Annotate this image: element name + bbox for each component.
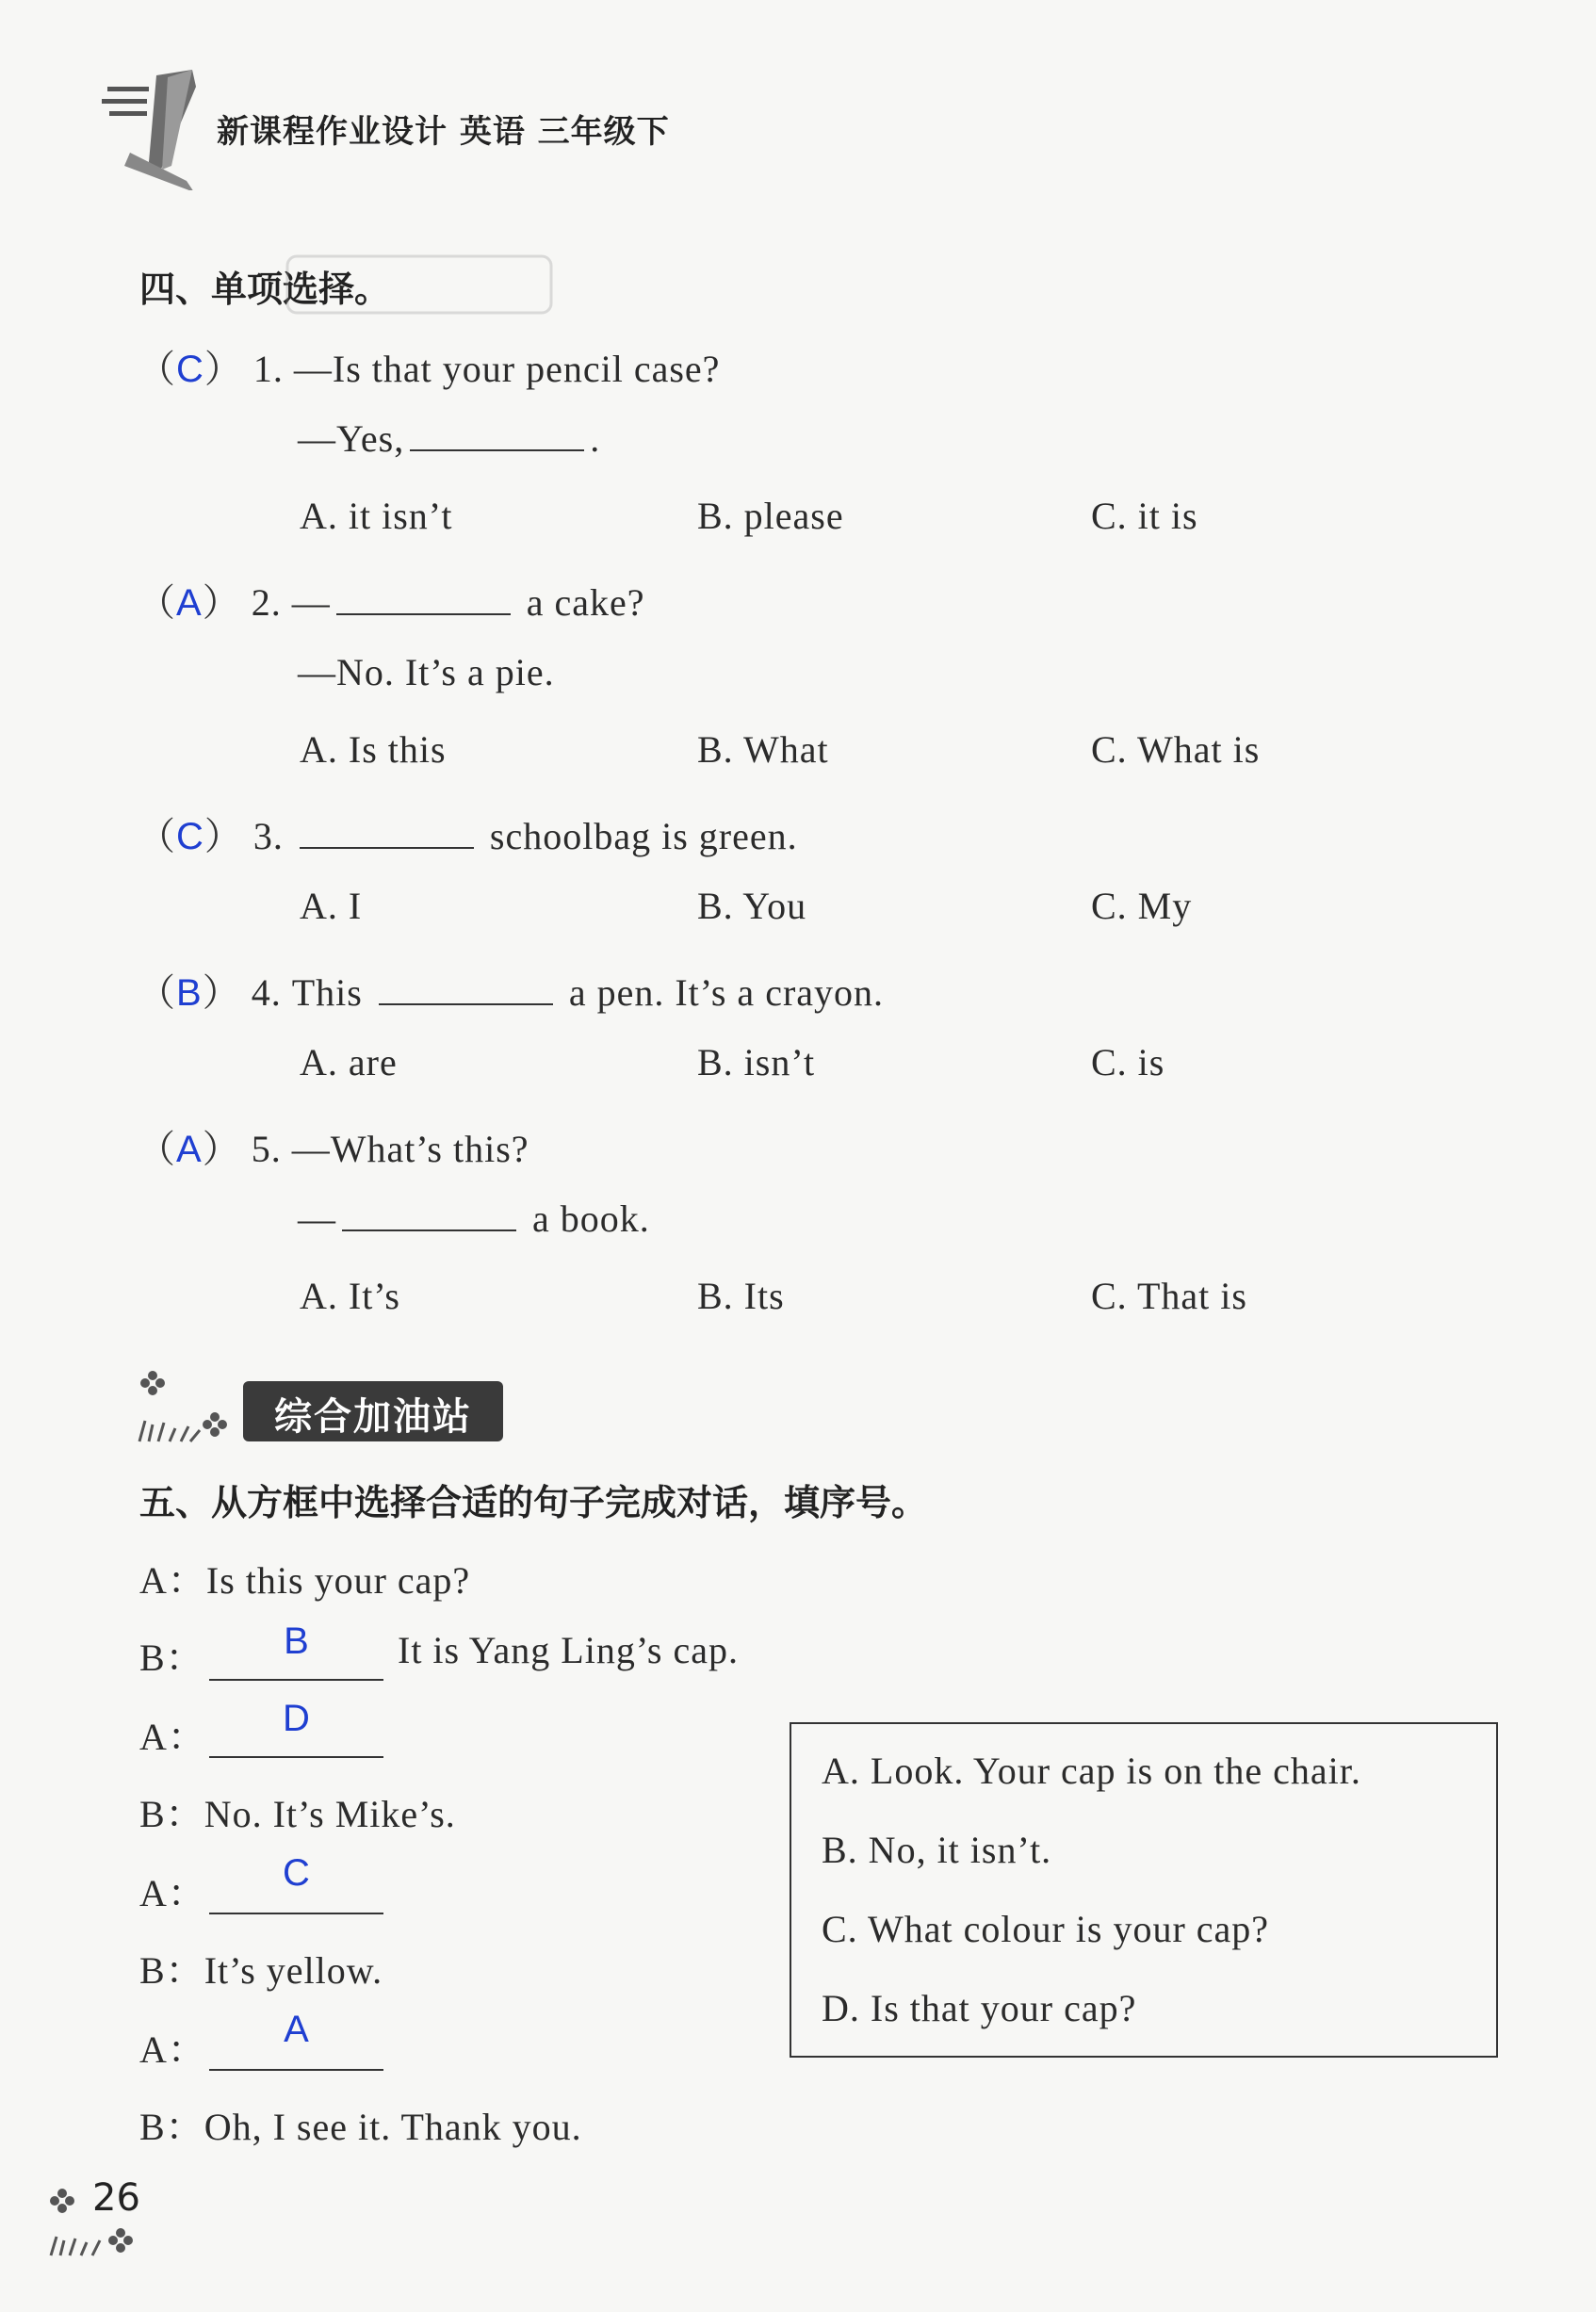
- flower-grass-icon: [132, 1362, 236, 1447]
- q4-option-b: B. isn’t: [697, 1041, 816, 1083]
- q1-option-b: B. please: [697, 495, 844, 537]
- answer-5: A: [176, 1129, 203, 1170]
- answer-blank[interactable]: [379, 971, 553, 1005]
- q2-option-a: A. Is this: [300, 728, 447, 771]
- q2-option-c: C. What is: [1091, 728, 1261, 771]
- box-option-c: C. What colour is your cap?: [822, 1908, 1270, 1950]
- dialogue-line-2-text: It is Yang Ling’s cap.: [398, 1629, 739, 1671]
- dialogue-answer-1: B: [284, 1620, 309, 1662]
- page-number: 26: [92, 2176, 140, 2220]
- q5-option-a: A. It’s: [300, 1275, 400, 1317]
- question-2-reply: —No. It’s a pie.: [298, 651, 555, 693]
- question-1: （C） 1. —Is that your pencil case?: [138, 348, 721, 390]
- section-badge-label: 综合加油站: [274, 1395, 472, 1439]
- box-option-d: D. Is that your cap?: [822, 1987, 1137, 2029]
- q3-option-a: A. I: [300, 885, 363, 927]
- q5-option-b: B. Its: [697, 1275, 785, 1317]
- watermark: [283, 247, 556, 335]
- question-2: （A） 2. — a cake?: [138, 581, 645, 624]
- header-title: 新课程作业设计 英语 三年级下: [217, 113, 670, 151]
- answer-blank[interactable]: [300, 815, 474, 849]
- section-badge: [243, 1381, 503, 1441]
- q2-option-b: B. What: [697, 728, 829, 771]
- question-3: （C） 3. schoolbag is green.: [138, 815, 798, 857]
- answer-1: C: [176, 349, 204, 390]
- dialogue-answer-3: C: [283, 1852, 310, 1894]
- options-box: [790, 1722, 1498, 2058]
- section-5-title: 五、从方框中选择合适的句子完成对话，填序号。: [139, 1482, 928, 1523]
- dialogue-line-2: B：: [139, 1636, 204, 1679]
- q1-option-c: C. it is: [1091, 495, 1198, 537]
- q1-option-a: A. it isn’t: [300, 495, 453, 537]
- question-1-reply: —Yes, .: [298, 417, 601, 460]
- q3-option-c: C. My: [1091, 885, 1193, 927]
- q5-option-c: C. That is: [1091, 1275, 1247, 1317]
- question-5-reply: — a book.: [298, 1197, 650, 1240]
- dialogue-line-7: A：: [139, 2028, 206, 2071]
- book-logo-icon: [102, 68, 205, 190]
- dialogue-line-1: A：Is this your cap?: [139, 1559, 471, 1602]
- answer-3: C: [176, 816, 204, 857]
- watermark-stamp-icon: [283, 247, 556, 322]
- answer-4: B: [176, 972, 203, 1014]
- dialogue-line-8: B：Oh, I see it. Thank you.: [139, 2106, 582, 2148]
- question-4: （B） 4. This a pen. It’s a crayon.: [138, 971, 885, 1014]
- q4-option-a: A. are: [300, 1041, 398, 1083]
- answer-blank[interactable]: [410, 417, 584, 451]
- dialogue-line-6: B：It’s yellow.: [139, 1949, 383, 1992]
- answer-2: A: [176, 582, 203, 624]
- dialogue-line-3: A：: [139, 1716, 206, 1758]
- answer-blank[interactable]: [342, 1197, 516, 1231]
- q3-option-b: B. You: [697, 885, 807, 927]
- dialogue-line-4: B：No. It’s Mike’s.: [139, 1793, 456, 1835]
- section-4-title: 四、单项选择。: [139, 269, 391, 310]
- box-option-a: A. Look. Your cap is on the chair.: [822, 1750, 1361, 1792]
- box-option-b: B. No, it isn’t.: [822, 1829, 1052, 1871]
- dialogue-answer-2: D: [283, 1698, 310, 1739]
- dialogue-answer-4: A: [284, 2009, 309, 2050]
- question-5: （A） 5. —What’s this?: [138, 1128, 529, 1170]
- answer-blank[interactable]: [336, 581, 511, 615]
- dialogue-line-5: A：: [139, 1872, 206, 1914]
- q4-option-c: C. is: [1091, 1041, 1165, 1083]
